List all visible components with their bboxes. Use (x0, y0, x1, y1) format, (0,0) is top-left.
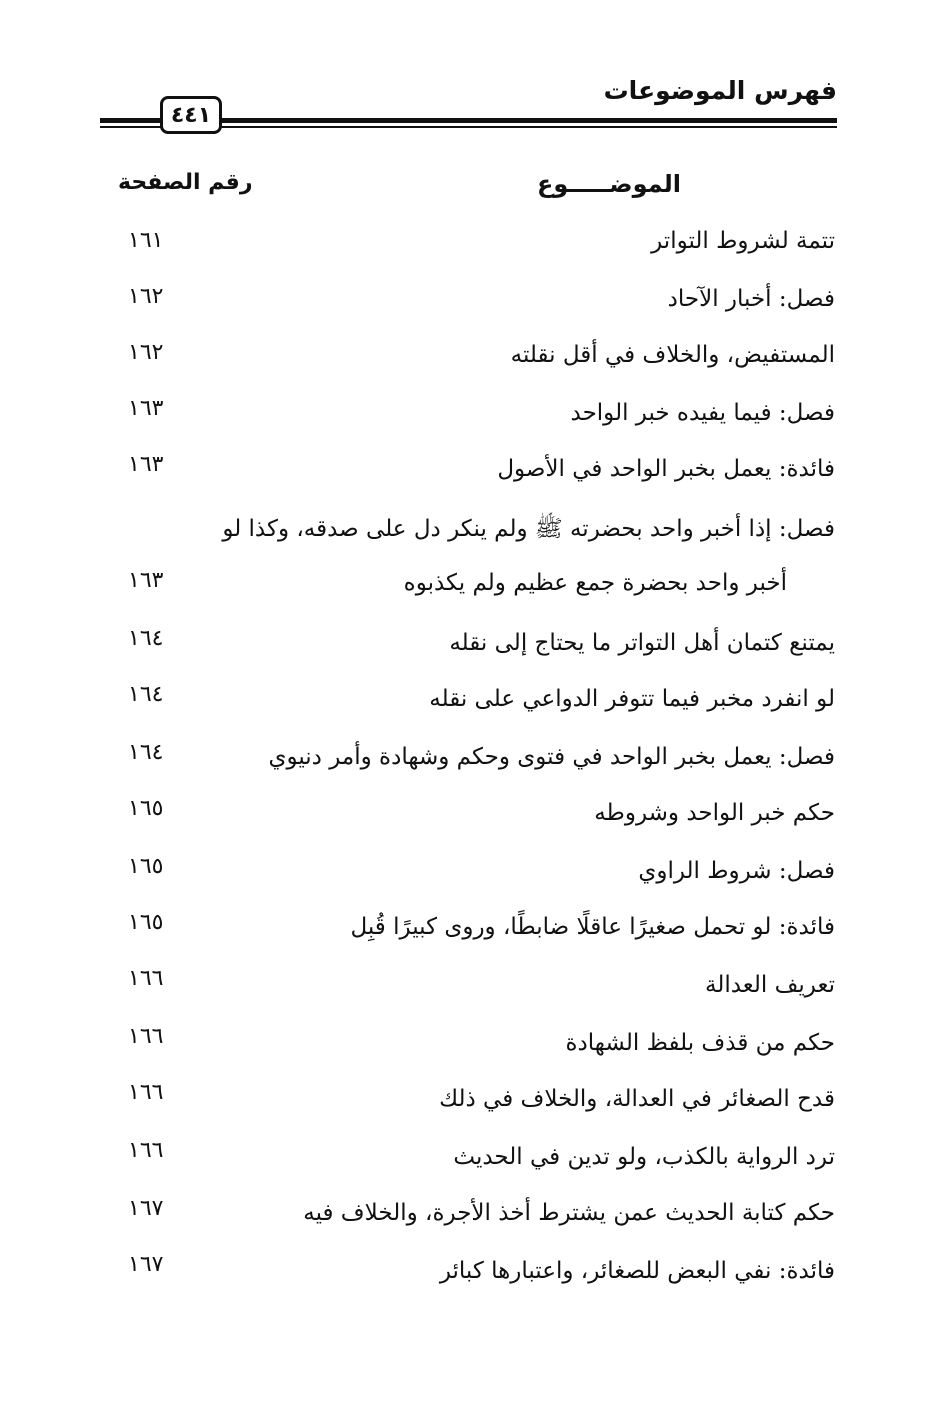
toc-entry-topic: ترد الرواية بالكذب، ولو تدين في الحديث (453, 1144, 835, 1170)
toc-entry-topic: فصل: إذا أخبر واحد بحضرته ﷺ ولم ينكر دل على صدقه، وكذا لو (222, 516, 835, 542)
toc-entry-page: ١٦٥ (128, 796, 164, 821)
toc-entry-topic: حكم من قذف بلفظ الشهادة (565, 1030, 835, 1056)
toc-entry-topic: المستفيض، والخلاف في أقل نقلته (510, 342, 835, 368)
toc-entry-topic: فائدة: لو تحمل صغيرًا عاقلًا ضابطًا، وروى كبيرًا قُبِل (350, 914, 835, 940)
toc-entry-topic: تتمة لشروط التواتر (651, 228, 835, 254)
toc-entry-page: ١٦٢ (128, 284, 164, 309)
toc-entry-page: ١٦٥ (128, 854, 164, 879)
toc-entry-topic: حكم خبر الواحد وشروطه (594, 800, 835, 826)
toc-entry-page: ١٦٢ (128, 340, 164, 365)
toc-entry-topic: فائدة: يعمل بخبر الواحد في الأصول (497, 456, 835, 482)
toc-entry-topic: تعريف العدالة (704, 972, 835, 998)
toc-entry-page: ١٦٦ (128, 1080, 164, 1105)
toc-entry-topic: قدح الصغائر في العدالة، والخلاف في ذلك (439, 1086, 835, 1112)
running-title: فهرس الموضوعات (603, 76, 837, 105)
toc-entry-topic: فائدة: نفي البعض للصغائر، واعتبارها كبائر (439, 1258, 835, 1284)
toc-entry-page: ١٦٦ (128, 1138, 164, 1163)
toc-entry-topic: فصل: شروط الراوي (638, 858, 835, 884)
toc-entry-page: ١٦٥ (128, 910, 164, 935)
toc-entry-page: ١٦٤ (128, 626, 164, 651)
toc-entry-topic: يمتنع كتمان أهل التواتر ما يحتاج إلى نقله (449, 630, 835, 656)
toc-entry-topic: لو انفرد مخبر فيما تتوفر الدواعي على نقله (429, 686, 835, 712)
toc-entry-page: ١٦٤ (128, 740, 164, 765)
toc-entry-topic: فصل: أخبار الآحاد (667, 286, 835, 312)
page-number: ٤٤١ (160, 96, 222, 134)
toc-entry-page: ١٦٦ (128, 1024, 164, 1049)
column-header-page: رقم الصفحة (118, 170, 253, 195)
toc-entry-page: ١٦٣ (128, 452, 164, 477)
column-header-topic: الموضـــــوع (536, 170, 681, 198)
toc-entry-page: ١٦٣ (128, 396, 164, 421)
toc-entry-topic-continued: أخبر واحد بحضرة جمع عظيم ولم يكذبوه (403, 570, 787, 596)
toc-entry-page: ١٦٦ (128, 966, 164, 991)
toc-entry-topic: فصل: فيما يفيده خبر الواحد (570, 400, 835, 426)
toc-entry-page: ١٦٧ (128, 1252, 164, 1277)
toc-entry-page: ١٦٣ (128, 568, 164, 593)
toc-entry-page: ١٦١ (128, 228, 164, 253)
toc-entry-page: ١٦٧ (128, 1196, 164, 1221)
toc-entry-topic: فصل: يعمل بخبر الواحد في فتوى وحكم وشهادة وأمر دنيوي (268, 744, 835, 770)
toc-entry-topic: حكم كتابة الحديث عمن يشترط أخذ الأجرة، والخلاف فيه (303, 1200, 835, 1226)
toc-entry-page: ١٦٤ (128, 682, 164, 707)
